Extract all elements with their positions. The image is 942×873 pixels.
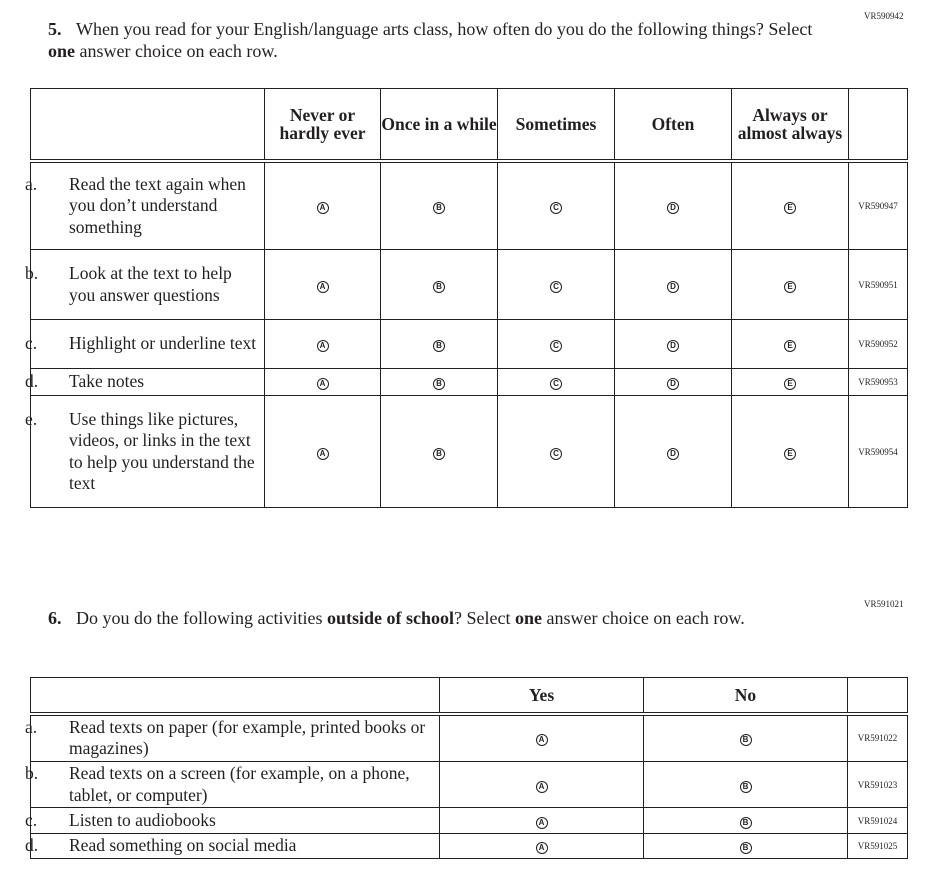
- answer-cell: [644, 714, 848, 762]
- answer-cell: [265, 250, 381, 320]
- answer-bubble-a[interactable]: A: [317, 281, 329, 293]
- question-5-table: [25, 88, 908, 508]
- answer-bubble-a[interactable]: A: [317, 378, 329, 390]
- answer-cell: [644, 762, 848, 808]
- answer-cell: [615, 396, 732, 508]
- answer-bubble-b[interactable]: B: [740, 734, 752, 746]
- row-label-text: [25, 763, 433, 806]
- answer-bubble-c[interactable]: C: [550, 378, 562, 390]
- column-header: Sometimes: [498, 89, 615, 161]
- row-letter: c.: [25, 333, 38, 354]
- answer-cell: [440, 808, 644, 834]
- column-header: Often: [615, 89, 732, 161]
- question-6-prompt: [48, 607, 818, 629]
- answer-bubble-d[interactable]: D: [667, 448, 679, 460]
- answer-bubble-b[interactable]: B: [433, 448, 445, 460]
- row-letter: b.: [25, 263, 39, 283]
- answer-cell: [265, 161, 381, 250]
- row-code: VR590952: [849, 320, 908, 369]
- answer-bubble-e[interactable]: E: [784, 340, 796, 352]
- row-letter: d.: [25, 371, 39, 392]
- row-label: [25, 808, 440, 834]
- row-letter: d.: [25, 835, 39, 856]
- header-blank: [31, 678, 440, 714]
- answer-bubble-c[interactable]: C: [550, 340, 562, 352]
- answer-bubble-a[interactable]: A: [317, 340, 329, 352]
- answer-cell: [615, 161, 732, 250]
- answer-bubble-a[interactable]: A: [536, 781, 548, 793]
- question-6-table: [25, 677, 908, 859]
- answer-bubble-a[interactable]: A: [317, 202, 329, 214]
- table-row: [31, 161, 908, 250]
- answer-cell: [732, 369, 849, 396]
- answer-bubble-e[interactable]: E: [784, 202, 796, 214]
- row-text: Highlight or underline text: [69, 333, 257, 354]
- prompt-emphasis: outside of school: [326, 608, 454, 628]
- answer-cell: [440, 834, 644, 859]
- row-label-text: [25, 173, 258, 239]
- answer-cell: [381, 250, 498, 320]
- header-code-blank: [848, 678, 908, 714]
- row-label: [25, 834, 440, 859]
- row-label-text: [25, 333, 258, 355]
- row-label-text: [25, 835, 433, 857]
- row-label: [25, 161, 265, 250]
- prompt-emphasis: one: [48, 41, 75, 61]
- row-letter: b.: [25, 763, 39, 783]
- row-label: [25, 762, 440, 808]
- answer-cell: [265, 320, 381, 369]
- answer-cell: [644, 808, 848, 834]
- row-text: Read texts on paper (for example, printed books or magazines): [69, 716, 426, 759]
- column-header: Once in a while: [381, 89, 498, 161]
- answer-cell: [265, 396, 381, 508]
- header-code-blank: [849, 89, 908, 161]
- column-header: Always or almost always: [732, 89, 849, 161]
- row-label-text: [25, 408, 258, 495]
- answer-cell: [265, 369, 381, 396]
- table-row: [31, 808, 908, 834]
- table-row: [31, 320, 908, 369]
- question-code: VR591021: [864, 599, 904, 609]
- row-label: [25, 369, 265, 396]
- question-number: 5.: [48, 19, 62, 39]
- table-row: [31, 762, 908, 808]
- row-code: VR591024: [848, 808, 908, 834]
- answer-cell: [440, 762, 644, 808]
- question-code: VR590942: [864, 11, 904, 21]
- row-code: VR591022: [848, 714, 908, 762]
- answer-cell: [381, 320, 498, 369]
- answer-bubble-b[interactable]: B: [740, 842, 752, 854]
- row-code: VR590951: [849, 250, 908, 320]
- column-header: Yes: [440, 678, 644, 714]
- row-label-text: [25, 716, 433, 760]
- answer-cell: [498, 369, 615, 396]
- row-label: [25, 320, 265, 369]
- row-code: VR590953: [849, 369, 908, 396]
- answer-bubble-d[interactable]: D: [667, 378, 679, 390]
- row-label: [25, 250, 265, 320]
- answer-cell: [644, 834, 848, 859]
- answer-cell: [615, 369, 732, 396]
- answer-bubble-b[interactable]: B: [740, 817, 752, 829]
- row-text: Read texts on a screen (for example, on a phone, tablet, or computer): [69, 763, 410, 805]
- row-label-text: [25, 371, 258, 393]
- row-code: VR590947: [849, 161, 908, 250]
- answer-bubble-c[interactable]: C: [550, 281, 562, 293]
- prompt-text: answer choice on each row.: [75, 41, 278, 61]
- answer-bubble-b[interactable]: B: [740, 781, 752, 793]
- answer-bubble-b[interactable]: B: [433, 202, 445, 214]
- table-row: [31, 369, 908, 396]
- row-letter: c.: [25, 809, 38, 830]
- answer-bubble-e[interactable]: E: [784, 281, 796, 293]
- answer-bubble-d[interactable]: D: [667, 202, 679, 214]
- answer-bubble-b[interactable]: B: [433, 281, 445, 293]
- row-text: Look at the text to help you answer questions: [69, 263, 232, 305]
- question-number: 6.: [48, 608, 62, 628]
- answer-bubble-a[interactable]: A: [317, 448, 329, 460]
- answer-bubble-b[interactable]: B: [433, 378, 445, 390]
- table-row: [31, 714, 908, 762]
- row-text: Take notes: [69, 371, 145, 392]
- answer-bubble-c[interactable]: C: [550, 448, 562, 460]
- answer-cell: [381, 369, 498, 396]
- prompt-text: Do you do the following activities: [76, 608, 327, 628]
- answer-cell: [732, 161, 849, 250]
- prompt-text: When you read for your English/language arts class, how often do you do the following things? Select: [76, 19, 813, 39]
- answer-cell: [732, 396, 849, 508]
- header-blank: [31, 89, 265, 161]
- row-code: VR591023: [848, 762, 908, 808]
- answer-bubble-e[interactable]: E: [784, 448, 796, 460]
- answer-cell: [498, 161, 615, 250]
- answer-cell: [732, 250, 849, 320]
- column-header: Never or hardly ever: [265, 89, 381, 161]
- answer-bubble-d[interactable]: D: [667, 340, 679, 352]
- table-row: [31, 396, 908, 508]
- prompt-emphasis: one: [514, 608, 542, 628]
- row-label: [25, 396, 265, 508]
- row-text: Read the text again when you don’t understand something: [69, 173, 246, 237]
- row-text: Read something on social media: [69, 835, 297, 856]
- answer-cell: [381, 161, 498, 250]
- answer-bubble-a[interactable]: A: [536, 842, 548, 854]
- answer-cell: [381, 396, 498, 508]
- answer-bubble-a[interactable]: A: [536, 817, 548, 829]
- row-code: VR591025: [848, 834, 908, 859]
- answer-cell: [732, 320, 849, 369]
- answer-bubble-e[interactable]: E: [784, 378, 796, 390]
- row-text: Listen to audiobooks: [69, 809, 216, 830]
- answer-bubble-a[interactable]: A: [536, 734, 548, 746]
- prompt-text: ? Select: [453, 608, 515, 628]
- answer-cell: [440, 714, 644, 762]
- column-header: No: [644, 678, 848, 714]
- table-row: [31, 250, 908, 320]
- answer-cell: [615, 250, 732, 320]
- question-5-prompt: [48, 18, 818, 62]
- answer-cell: [615, 320, 732, 369]
- row-letter: a.: [25, 716, 38, 737]
- answer-bubble-b[interactable]: B: [433, 340, 445, 352]
- row-label-text: [25, 809, 433, 832]
- row-text: Use things like pictures, videos, or links in the text to help you understand the text: [69, 408, 255, 493]
- row-code: VR590954: [849, 396, 908, 508]
- row-label-text: [25, 263, 258, 306]
- answer-bubble-d[interactable]: D: [667, 281, 679, 293]
- answer-bubble-c[interactable]: C: [550, 202, 562, 214]
- row-letter: a.: [25, 173, 38, 194]
- prompt-text: answer choice on each row.: [541, 608, 745, 628]
- answer-cell: [498, 250, 615, 320]
- answer-cell: [498, 396, 615, 508]
- row-letter: e.: [25, 408, 38, 429]
- answer-cell: [498, 320, 615, 369]
- row-label: [25, 714, 440, 762]
- table-row: [31, 834, 908, 859]
